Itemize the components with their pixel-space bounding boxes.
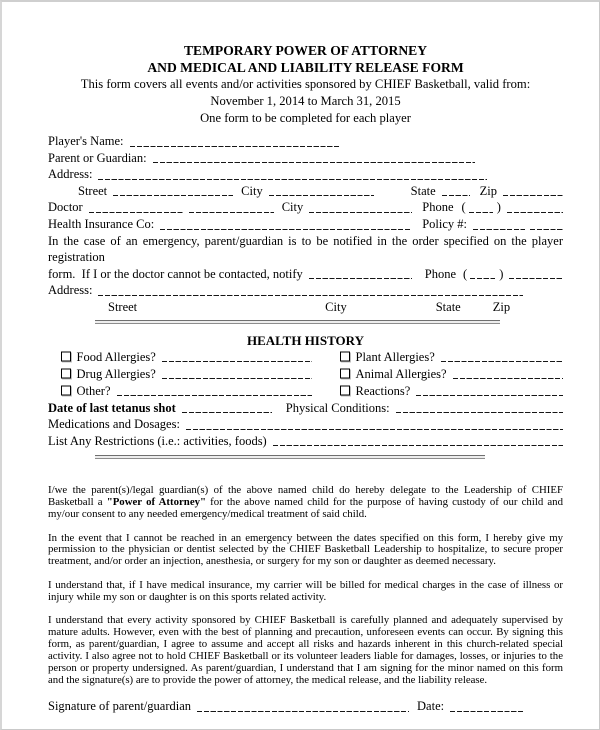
medications-blank [186, 426, 563, 430]
phone-paren-open: ( [461, 200, 466, 215]
doctor-phone-label: Phone [422, 200, 454, 215]
p1-power-of-attorney-bold: "Power of Attorney" [106, 496, 206, 509]
plant-allergies-label: Plant Allergies? [355, 349, 435, 364]
signature-blank [197, 708, 409, 712]
state-zip-group [411, 183, 563, 200]
drug-allergies-blank [162, 376, 312, 380]
health-history-section [48, 332, 563, 460]
zip2-caption: Zip [492, 299, 511, 314]
physical-conditions-blank [396, 410, 563, 414]
drug-allergies-label: Drug Allergies? [76, 366, 156, 381]
parent-guardian-blank [153, 160, 475, 164]
release-terms-section [48, 485, 563, 686]
zip-label: Zip [479, 183, 497, 198]
doctor-row [48, 199, 563, 216]
physical-conditions-label: Physical Conditions: [285, 400, 390, 415]
address-blank [98, 176, 487, 180]
medications-row [48, 416, 563, 433]
emergency-notice-line1: In the case of an emergency, parent/guardian is to be notified in the order specified on the player registration [48, 233, 563, 265]
emergency-notice-line2-row [48, 266, 563, 283]
doctor-city-label: City [281, 200, 304, 215]
food-allergies-row [48, 349, 340, 366]
health-insurance-row [48, 216, 563, 233]
signature-row [48, 698, 563, 715]
doctor-label: Doctor [48, 200, 83, 215]
signature-label: Signature of parent/guardian [48, 699, 192, 713]
doctor-city-blank [309, 209, 412, 213]
animal-allergies-blank [453, 376, 563, 380]
form-title-line1: TEMPORARY POWER OF ATTORNEY [183, 43, 428, 58]
restrictions-blank [273, 443, 563, 447]
plant-allergies-blank [441, 359, 563, 363]
emergency-notify-blank [309, 276, 412, 280]
policy-blank-2 [530, 226, 563, 230]
release-paragraph-1 [48, 485, 563, 521]
plant-allergies-row [340, 349, 563, 366]
state2-caption: State [435, 299, 461, 314]
contact-info-section [48, 133, 563, 324]
address2-row [48, 282, 563, 299]
food-allergies-checkbox-icon [61, 352, 71, 362]
city-blank [269, 193, 374, 197]
other-allergies-row [48, 383, 340, 400]
address-label: Address: [48, 167, 93, 182]
state-blank [442, 193, 470, 197]
players-name-row [48, 133, 563, 150]
drug-allergies-checkbox-icon [61, 369, 71, 379]
animal-allergies-row [340, 366, 563, 383]
health-insurance-blank [160, 226, 410, 230]
address2-caption-row [48, 299, 563, 316]
phone-number-blank [507, 209, 563, 213]
plant-allergies-checkbox-icon [340, 352, 350, 362]
animal-allergies-label: Animal Allergies? [355, 366, 447, 381]
emergency-phone-label: Phone [424, 266, 457, 281]
phone-area-blank [469, 209, 493, 213]
doctor-blank-1 [89, 209, 184, 213]
valid-dates: November 1, 2014 to March 31, 2015 [210, 94, 401, 108]
street-city-state-zip-row [48, 183, 563, 200]
policy-blank-1 [473, 226, 525, 230]
address-row [48, 166, 563, 183]
reactions-row [340, 383, 563, 400]
emergency-paren-close: ) [499, 266, 504, 281]
food-allergies-blank [162, 359, 312, 363]
release-paragraph-3: I understand that, if I have medical insurance, my carrier will be billed for medical charges in the case of illness or injury while my son or daughter is on this sports related activity. [48, 578, 563, 603]
emergency-paren-open: ( [463, 266, 468, 281]
tetanus-blank [182, 410, 272, 414]
restrictions-label: List Any Restrictions (i.e.: activities, foods) [48, 433, 267, 448]
phone-paren-close: ) [496, 200, 501, 215]
address2-label: Address: [48, 283, 93, 298]
date-label: Date: [417, 699, 445, 713]
emergency-phone-blank [509, 276, 563, 280]
reactions-blank [416, 393, 563, 397]
tetanus-label: Date of last tetanus shot [48, 400, 176, 415]
p1-text-before: I/we the parent(s)/legal guardian(s) of the above named child do hereby delegate to the Leadership of CHIEF Basketball a [48, 484, 563, 509]
players-name-blank [130, 143, 340, 147]
medications-label: Medications and Dosages: [48, 417, 180, 432]
city2-caption: City [325, 299, 347, 314]
tetanus-row [48, 400, 563, 417]
city-label: City [241, 183, 263, 198]
release-paragraph-2: In the event that I cannot be reached in an emergency between the dates specified on this form, I hereby give my permission to the physician or dentist selected by the CHIEF Basketball Leadership to hospitalize, to secure proper treatment, and/or order an injection, anesthesia, or surgery for my son or daughter as deemed necessary. [48, 531, 563, 568]
coverage-statement: This form covers all events and/or activities sponsored by CHIEF Basketball, valid from: [80, 77, 531, 91]
form-title-line2: AND MEDICAL AND LIABILITY RELEASE FORM [147, 60, 464, 75]
zip-blank [503, 193, 563, 197]
p1-text-after: for the above named child for the purpose of having custody of our child and my/our consent to any needed emergency/medical treatment of said child. [48, 496, 563, 521]
drug-allergies-row [48, 366, 340, 383]
restrictions-row [48, 433, 563, 450]
reactions-label: Reactions? [355, 383, 411, 398]
emergency-area-blank [470, 276, 495, 280]
emergency-notify-label: form. If I or the doctor cannot be contacted, notify [48, 266, 303, 281]
street2-caption: Street [108, 299, 138, 314]
parent-guardian-row [48, 150, 563, 167]
parent-guardian-label: Parent or Guardian: [48, 150, 147, 165]
release-paragraph-4: I understand that every activity sponsored by CHIEF Basketball is carefully planned and adequately supervised by mature adults. However, even with the best of planning and precaution, unforeseen events can occur. By signing this form, as parent/guardian, I agree to assume and accept all risks and hazards inherent in this church-related special activity. I also agree not to hold CHIEF Basketball or its volunteer leaders liable for damages, losses, or injuries to the person or property undersigned. As parent/guardian, I understand that I am signing for the minor named on this form and the signature(s) are to provide the power of attorney, the medical release, and the liability release. [48, 614, 563, 686]
players-name-label: Player's Name: [48, 134, 124, 148]
section-divider-2 [95, 455, 485, 459]
street-blank [113, 193, 233, 197]
allergy-checkbox-grid [48, 349, 563, 400]
form-instruction: One form to be completed for each player [200, 111, 411, 125]
date-blank [450, 708, 525, 712]
form-header [48, 42, 563, 127]
health-insurance-label: Health Insurance Co: [48, 216, 155, 231]
address2-blank [98, 292, 523, 296]
other-blank [117, 393, 312, 397]
animal-allergies-checkbox-icon [340, 369, 350, 379]
state-label: State [410, 183, 436, 198]
other-checkbox-icon [61, 386, 71, 396]
food-allergies-label: Food Allergies? [76, 349, 156, 364]
health-history-heading: HEALTH HISTORY [247, 332, 364, 348]
doctor-blank-2 [189, 209, 274, 213]
policy-label: Policy #: [422, 216, 468, 231]
reactions-checkbox-icon [340, 386, 350, 396]
street-label: Street [78, 183, 108, 198]
other-label: Other? [76, 383, 111, 398]
section-divider-1 [95, 320, 500, 324]
